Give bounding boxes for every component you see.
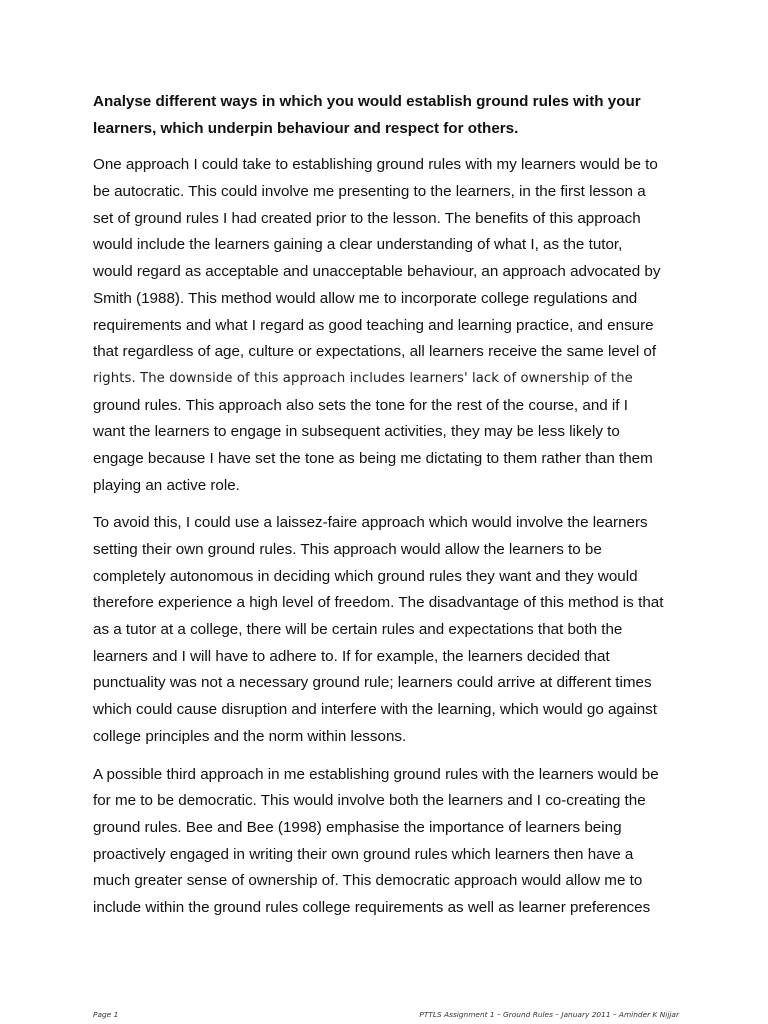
page-number: Page 1 <box>93 1010 119 1019</box>
page-footer <box>93 1010 679 1024</box>
paragraph-line: requirements and what I regard as good teaching and learning practice, and ensure <box>93 316 654 334</box>
paragraph-line: rights. The downside of this approach includes learners' lack of ownership of the <box>93 370 633 386</box>
paragraph-line: much greater sense of ownership of. This democratic approach would allow me to <box>93 872 643 890</box>
paragraph-line: would include the learners gaining a clear understanding of what I, as the tutor, <box>93 236 623 254</box>
paragraph-line: want the learners to engage in subsequent activities, they may be less likely to <box>93 423 620 441</box>
paragraph-line: therefore experience a high level of freedom. The disadvantage of this method is that <box>93 594 664 612</box>
paragraph-line: college principles and the norm within lessons. <box>93 727 407 745</box>
paragraph-line: would regard as acceptable and unacceptable behaviour, an approach advocated by <box>93 263 661 281</box>
heading-line: Analyse different ways in which you would establish ground rules with your <box>93 93 641 110</box>
paragraph-line: which could cause disruption and interfere with the learning, which would go against <box>93 701 657 719</box>
paragraph-line: Smith (1988). This method would allow me to incorporate college regulations and <box>93 289 638 307</box>
paragraph-line: be autocratic. This could involve me presenting to the learners, in the first lesson a <box>93 183 646 201</box>
paragraph-line: for me to be democratic. This would involve both the learners and I co-creating the <box>93 792 646 810</box>
paragraph-line: include within the ground rules college requirements as well as learner preferences <box>93 898 651 916</box>
paragraph-line: ground rules. This approach also sets the tone for the rest of the course, and if I <box>93 396 628 414</box>
paragraph-democratic-approach <box>93 762 683 922</box>
paragraph-line: engage because I have set the tone as being me dictating to them rather than them <box>93 449 653 467</box>
paragraph-line: To avoid this, I could use a laissez-faire approach which would involve the learners <box>93 514 648 532</box>
paragraph-line: A possible third approach in me establishing ground rules with the learners would be <box>93 765 659 783</box>
paragraph-line: punctuality was not a necessary ground rule; learners could arrive at different times <box>93 674 652 692</box>
assignment-question-heading <box>93 89 683 142</box>
paragraph-line: that regardless of age, culture or expectations, all learners receive the same level of <box>93 343 657 361</box>
paragraph-line: playing an active role. <box>93 476 240 494</box>
paragraph-line: learners and I will have to adhere to. If for example, the learners decided that <box>93 647 610 665</box>
paragraph-line: setting their own ground rules. This approach would allow the learners to be <box>93 541 602 558</box>
paragraph-line: proactively engaged in writing their own ground rules which learners then have a <box>93 845 634 863</box>
paragraph-autocratic-approach <box>93 152 683 499</box>
paragraph-laissez-faire-approach <box>93 510 683 750</box>
paragraph-line: completely autonomous in deciding which ground rules they want and they would <box>93 567 638 585</box>
heading-line: learners, which underpin behaviour and respect for others. <box>93 119 519 137</box>
document-body <box>93 89 683 933</box>
paragraph-line: ground rules. Bee and Bee (1998) emphasise the importance of learners being <box>93 818 622 836</box>
paragraph-line: One approach I could take to establishing ground rules with my learners would be to <box>93 156 658 174</box>
paragraph-line: set of ground rules I had created prior to the lesson. The benefits of this approach <box>93 209 641 227</box>
document-info: PTTLS Assignment 1 – Ground Rules – January 2011 – Aminder K Nijjar <box>419 1010 679 1019</box>
paragraph-line: as a tutor at a college, there will be certain rules and expectations that both the <box>93 621 623 639</box>
